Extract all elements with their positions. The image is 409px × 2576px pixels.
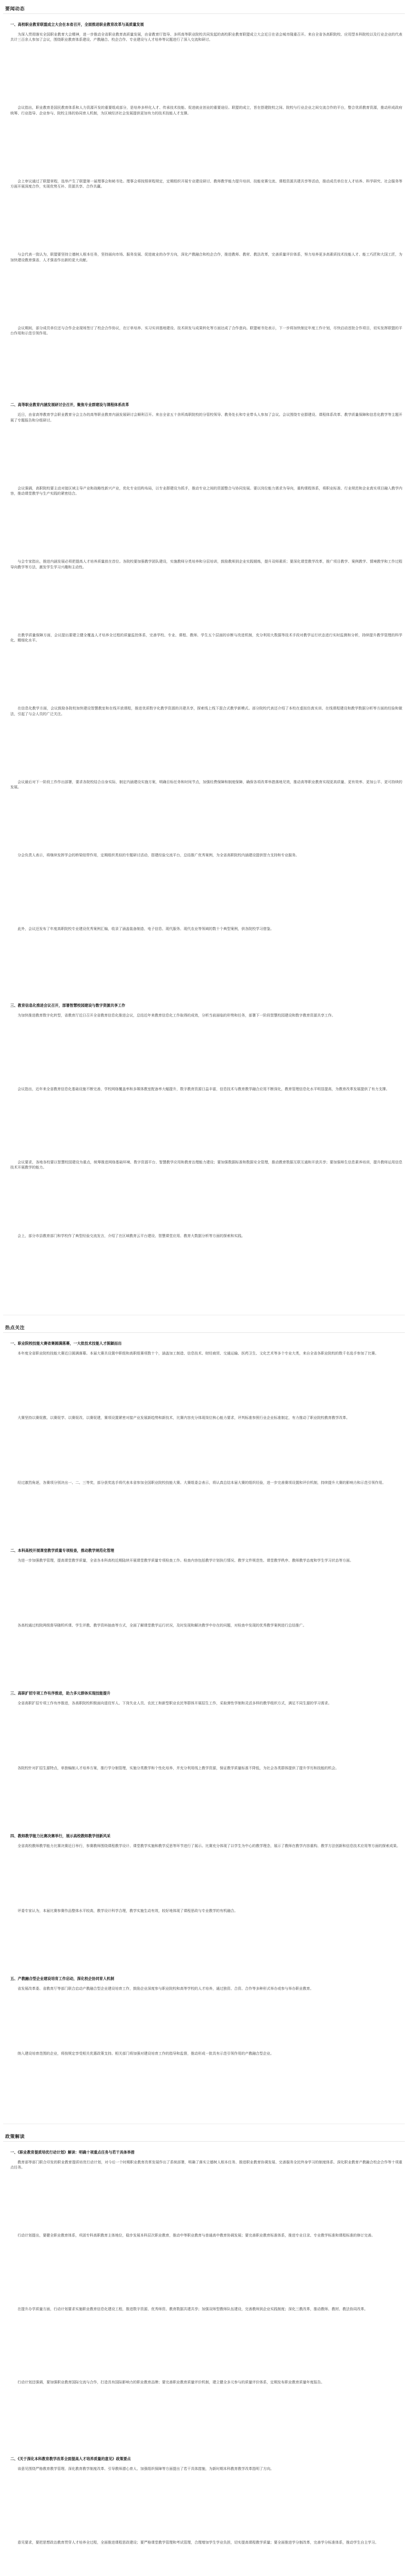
article-paragraph: 全省高校教师教学能力比赛决赛近日举行，参赛教师围绕课程教学设计、课堂教学实施和教学反思等环节进行了展示。比赛充分体现了以学生为中心的教学理念，展示了教师在教学内容重构、教学方法创新和信息技术应用等方面的探索成果。 xyxy=(18,1844,400,1849)
section-header xyxy=(3,2132,405,2142)
article-heading: 四、教师教学能力比赛决赛举行，展示高校教师教学创新风采 xyxy=(10,1834,111,1839)
article-paragraph: 各院校针对扩招生源特点，单独编制人才培养方案，推行学分制管理，实施分类教学和个性化培养，并充分利用线上教学资源，保证教学质量标准不降低，为社会各类群体提供了提升学历和技能的机会。 xyxy=(18,1766,339,1770)
article-paragraph: 在教学质量保障方面，会议提出要建立健全覆盖人才培养全过程的质量监控体系，完善学校、专业、课程、教师、学生五个层面的诊断与改进机制，充分利用大数据等技术手段对教学运行状态进行实时监测和分析，持续提升教学管理的科学化、精细化水平。 xyxy=(10,633,402,643)
article-paragraph: 会议指出，职业教育是国民教育体系和人力资源开发的重要组成部分，是培养多样化人才、传承技术技能、促进就业创业的重要途径。联盟的成立，旨在搭建院校之间、院校与行业企业之间交流合作的平台，整合优质教育资源，推动形成政府统筹、行业指导、企业参与、院校主体的协同育人机制，为区域经济社会发展提供更加有力的技术技能人才支撑。 xyxy=(10,106,402,115)
article-paragraph: 分会负责人表示，将继续发挥学会的桥梁纽带作用，定期组织类似的专题研讨活动，搭建经验交流平台，总结推广优秀案例，为全省高职院校内涵建设提供智力支持和专业服务。 xyxy=(18,853,299,858)
article-heading: 二、高等职业教育内涵发展研讨会召开，聚焦专业群建设与课程体系改革 xyxy=(10,402,129,408)
article-paragraph: 会议要求，各地各校要以智慧校园建设为重点，统筹推进网络基础环境、数字资源平台、智慧教学应用和教育治理能力建设；要加强数据标准和数据安全管理，推动教育数据互联互通和开放共享；要加强师生信息素养培训，提升教师运用信息技术开展教学的能力。 xyxy=(10,1160,402,1170)
article-heading: 三、高职扩招专项工作有序推进，助力多元群体实现技能提升 xyxy=(10,1691,111,1696)
article-paragraph: 为加快推进教育数字化转型，省教育厅近日召开全省教育信息化推进会议，总结近年来教育信息化工作取得的成效，分析当前面临的形势和任务，部署下一阶段智慧校园建设和数字教育资源共享工作。 xyxy=(18,1013,335,1018)
article-paragraph: 该意见围绕严格教育教学管理、深化教育教学制度改革、引导教师潜心育人、加强组织保障等方面提出了若干具体措施，为新时期本科教育教学改革指明了方向。 xyxy=(18,2467,274,2471)
article-heading: 一、高校职业教育联盟成立大会在本省召开，全面推进职业教育改革与高质量发展 xyxy=(10,22,144,27)
article-paragraph: 会议强调，高职院校要主动对接区域主导产业和战略性新兴产业，优化专业结构布局，以专业群建设为抓手，推动专业之间的资源整合与协同发展。要以岗位能力需求为导向，重构课程体系，将职业标准、行业规范和企业真实项目融入教学内容，推动课堂教学与生产实践的紧密结合。 xyxy=(10,486,402,496)
article-paragraph: 行动计划还强调，要加强职业教育国际交流与合作，打造具有国际影响力的职业教育品牌；要完善职业教育质量评价机制，建立健全多元参与的质量评价体系，定期发布职业教育质量年度报告。 xyxy=(18,2380,324,2385)
section-header xyxy=(3,1323,405,1333)
article-heading: 一、《职业教育提质培优行动计划》解读：明确十项重点任务与若干具体举措 xyxy=(10,2150,135,2155)
article-paragraph: 为深入贯彻落实全国职业教育大会精神，进一步推动全省职业教育高质量发展，由省教育厅指导、多所高等职业院校共同发起的高校职业教育联盟成立大会近日在省会城市隆重召开。来自全省各高职院校、应用型本科院校以及行业企业的代表共计三百余人参加了会议，围绕职业教育体系建设、产教融合、校企合作、专业建设与人才培养等议题进行了深入交流和研讨。 xyxy=(10,32,402,42)
article-heading: 三、教育信息化推进会议召开，部署智慧校园建设与数字资源共享工作 xyxy=(10,1003,125,1008)
article-paragraph: 会议指出，近年来全省教育信息化基础设施不断完善，学校网络覆盖率和多媒体教室配备率大幅提升，数字教育资源日益丰富，信息技术与教育教学融合应用不断深化，教育管理信息化水平明显提高，为教育改革发展提供了有力支撑。 xyxy=(18,1087,389,1091)
section xyxy=(0,2128,409,2576)
article-paragraph: 大赛坚持以赛促教、以赛促学、以赛促改、以赛促建，赛项设置紧密对接产业发展新趋势和新技术，比赛内容充分体现岗位核心能力要求，评判标准参照行业企业标准制定，有力推动了职业院校教育教学改革。 xyxy=(18,1416,350,1420)
article-paragraph: 为进一步加强教学管理，提高课堂教学质量，全省各本科高校近期陆续开展课堂教学质量专项检查工作。检查内容包括教学计划执行情况、教学文件规范性、课堂教学秩序、教师教学态度和学生学习状态等方面。 xyxy=(18,1558,353,1563)
article-paragraph: 会议期间，部分成员单位还与合作企业现场签订了校企合作协议，在订单培养、实习实训基地建设、技术研发与成果转化等方面达成了合作意向。联盟秘书处表示，下一步将加快制定年度工作计划，尽快启动首批合作项目，切实发挥联盟的平台作用和示范引领作用。 xyxy=(10,326,402,336)
article-paragraph: 各高校通过校院两级督导随机听课、学生评教、教学资料抽查等方式，全面了解课堂教学运行状况，及时发现和解决教学中存在的问题，对检查中发现的优秀教学案例进行总结推广。 xyxy=(18,1623,306,1628)
section-title: 热点关注 xyxy=(5,1326,25,1331)
article-paragraph: 在信息化教学方面，会议鼓励各院校加快建设智慧教室和在线开放课程，推进优质数字化教学资源的共建共享，探索线上线下混合式教学新模式。部分院校代表还介绍了本校在虚拟仿真实训、在线课程建设和教学数据分析等方面的经验和做法，引起了与会人员的广泛关注。 xyxy=(10,706,402,716)
article-paragraph: 本年度全省职业院校技能大赛近日圆满落幕。本届大赛共设置中职组和高职组赛项数十个，涵盖加工制造、信息技术、财经商贸、交通运输、医药卫生、文化艺术等多个专业大类，来自全省各职业院校的数千名选手参加了比赛。 xyxy=(18,1351,379,1355)
article-heading: 五、产教融合型企业建设培育工作启动，深化校企协同育人机制 xyxy=(10,1976,114,1981)
article-paragraph: 与会专家指出，推进内涵发展必须把提高人才培养质量放在首位。各院校要加强教学团队建设，实施教师分类培养和分层培训，鼓励教师到企业实践锻炼，提升双师素质；要深化课堂教学改革，推广项目教学、案例教学、情境教学和工作过程导向教学等方法，激发学生学习兴趣和主动性。 xyxy=(10,560,402,569)
article-paragraph: 全省高职扩招专项工作有序推进，各高职院校积极面向退役军人、下岗失业人员、农民工和新型职业农民等群体开展招生工作，采取弹性学制和灵活多样的教学组织方式，满足不同生源的学习需求。 xyxy=(18,1701,332,1706)
article-heading: 二、本科高校开展课堂教学质量专项检查，推动教学规范化管理 xyxy=(10,1548,114,1553)
article-paragraph: 近日，由省高等教育学会职业教育分会主办的高等职业教育内涵发展研讨会顺利召开。来自全省五十余所高职院校的分管校领导、教务处长和专业带头人参加了会议。会议围绕专业群建设、课程体系改革、教学质量保障和信息化教学等主题开展了专题报告和分组研讨。 xyxy=(10,413,402,422)
article-paragraph: 行动计划提出，要健全职业教育体系，巩固专科高职教育主体地位，稳步发展本科层次职业教育，推动中等职业教育与普通高中教育协调发展；要完善职业教育标准体系，推进专业目录、专业教学标准和课程标准的修订完善。 xyxy=(18,2233,375,2238)
article-paragraph: 意见要求，要把思想政治教育贯穿人才培养全过程，全面推进课程思政建设；要严格课堂教学管理和考试管理，合理增加学生学业负担，切实提高课程教学质量；要全面推进学分制改革，完善学分标准体系，推动学生自主学习。 xyxy=(18,2540,379,2545)
article-paragraph: 会上审议通过了联盟章程，选举产生了联盟第一届理事会和秘书处。理事会将按照章程规定，定期组织开展专业建设研讨、教师教学能力提升培训、技能竞赛交流、课程资源共建共享等活动，推动成员单位在人才培养、科学研究、社会服务等方面开展深度合作，实现优势互补、资源共享、合作共赢。 xyxy=(10,179,402,189)
article-heading: 一、职业院校技能大赛省赛圆满落幕，一大批技术技能人才脱颖而出 xyxy=(10,1341,122,1346)
section xyxy=(0,1319,409,2128)
section-title: 要闻动态 xyxy=(5,7,25,12)
article-paragraph: 经过激烈角逐，各赛项分别决出一、二、三等奖，部分获奖选手将代表本省参加全国职业院校技能大赛。大赛组委会表示，将认真总结本届大赛的组织经验，进一步完善赛项设置和评价机制，持续提升大赛的影响力和示范引领作用。 xyxy=(18,1480,386,1485)
article-paragraph: 省发展改革委、省教育厅等部门联合启动产教融合型企业建设培育工作，鼓励企业深度参与职业院校和高等学校的人才培养，通过独资、合资、合作等多种形式举办或参与举办职业教育。 xyxy=(18,1987,314,1991)
section-title: 政策解读 xyxy=(5,2134,25,2140)
section-header xyxy=(3,4,405,14)
article-paragraph: 会上，部分市县教育部门和学校作了典型经验交流发言，介绍了在区域教育云平台建设、智慧课堂应用、教育大数据分析等方面的探索和实践。 xyxy=(18,1233,245,1238)
article-paragraph: 在提升办学质量方面，行动计划要求实施职业教育信息化建设工程，推进数字资源、优秀师资、教育数据共建共享；加强双师型教师队伍建设，完善教师到企业实践制度；深化三教改革，推动教师、教材、教法协同改革。 xyxy=(18,2307,368,2311)
article-paragraph: 教育部等部门联合印发的职业教育提质培优行动计划，对今后一个时期职业教育改革发展作出了系统部署，明确了落实立德树人根本任务、推进职业教育协调发展、完善服务全民终身学习的制度体系、深化职业教育产教融合校企合作等十项重点任务。 xyxy=(10,2160,402,2170)
article-paragraph: 此外，会议还发布了年度高职院校专业建设优秀案例汇编，收录了涵盖装备制造、电子信息、现代服务、现代农业等领域的数十个典型案例，供各院校学习借鉴。 xyxy=(18,926,274,931)
article-paragraph: 会议最后对下一阶段工作作出部署，要求各院校结合自身实际，制定内涵建设实施方案，明确目标任务和时间节点，加强经费保障和制度保障，确保各项改革举措落地见效，推动高等职业教育实现更高质量、更有效率、更加公平、更可持续的发展。 xyxy=(10,779,402,790)
article-paragraph: 评委专家认为，本届比赛参赛作品整体水平较高，教学设计科学合理，教学实施生动有效，较好地体现了课程思政与专业教学的有机融合。 xyxy=(18,1908,238,1913)
article-paragraph: 与会代表一致认为，联盟要坚持立德树人根本任务，坚持面向市场、服务发展、促进就业的办学方向，深化产教融合和校企合作，推进教师、教材、教法改革，完善质量评价体系，努力培养更多高素质技术技能人才、能工巧匠和大国工匠，为加快建设教育强省、人才强省作出新的更大贡献。 xyxy=(10,252,402,262)
article-paragraph: 纳入建设培育范围的企业，将按规定享受相关优惠政策支持。相关部门将加强对建设培育工作的指导和监督，推动形成一批具有示范引领作用的产教融合型企业。 xyxy=(18,2051,274,2056)
article-heading: 二、《关于深化本科教育教学改革全面提高人才培养质量的意见》政策要点 xyxy=(10,2456,131,2462)
